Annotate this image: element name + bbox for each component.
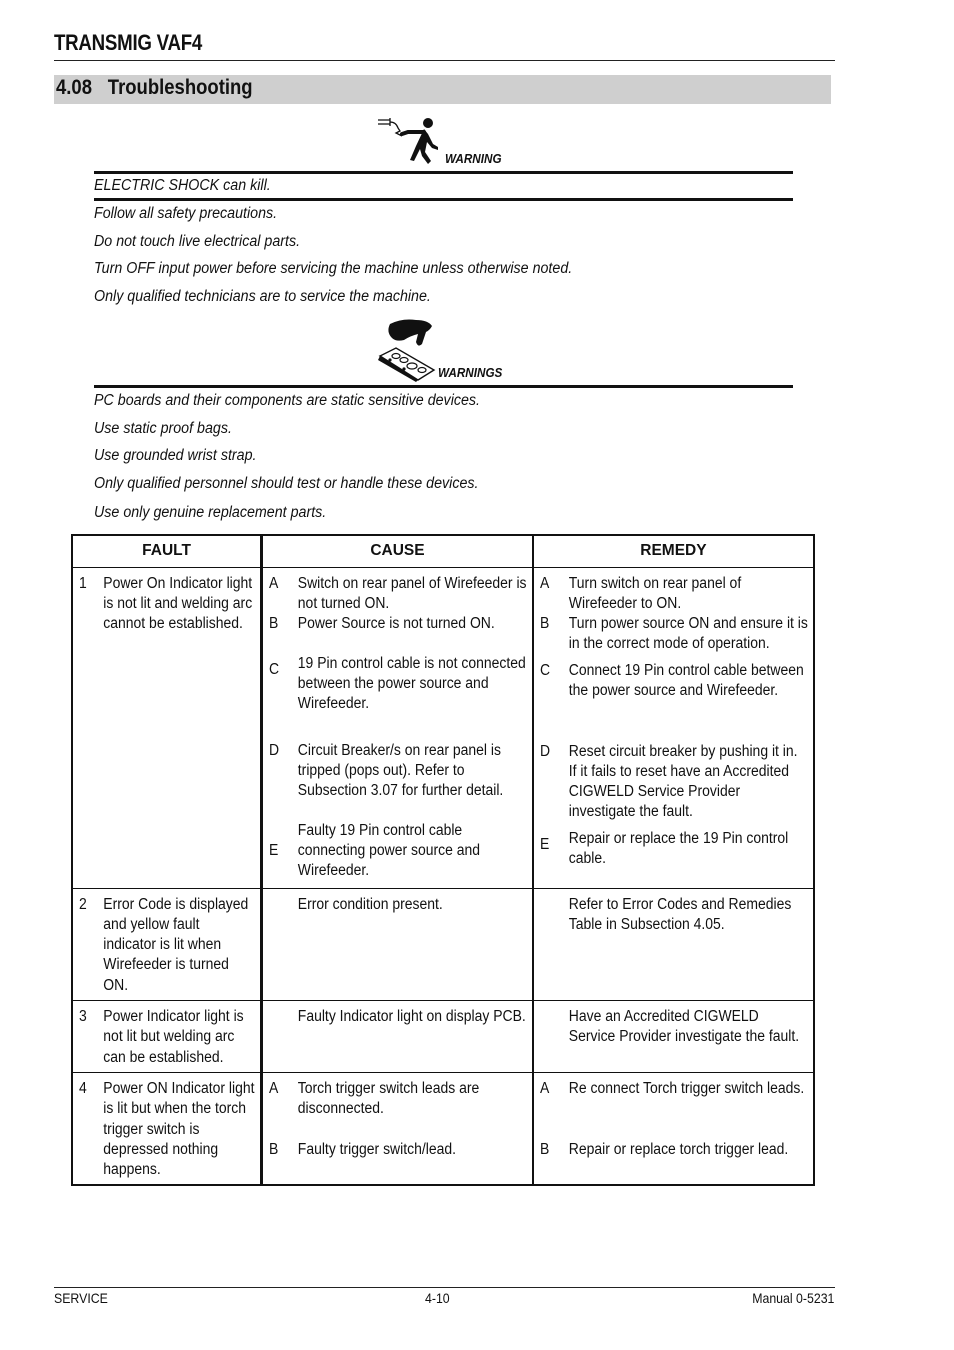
cause-letter <box>269 1007 298 1027</box>
fault-text: Power On Indicator light is not lit and welding arc cannot be established. <box>103 574 253 633</box>
warning-divider-rule <box>94 198 793 201</box>
remedy-cell <box>533 567 814 888</box>
section-heading <box>56 76 253 100</box>
cause-cell <box>262 888 533 1000</box>
warning-line: Follow all safety precautions. <box>94 205 278 222</box>
warning-line: Do not touch live electrical parts. <box>94 233 301 250</box>
warnings-top-rule <box>94 385 793 388</box>
remedy-letter <box>540 1007 569 1048</box>
warning-line: PC boards and their components are static sensitive devices. <box>94 392 481 409</box>
column-header-cause: CAUSE <box>262 535 533 567</box>
warning-line: Use grounded wrist strap. <box>94 447 257 464</box>
column-header-remedy: REMEDY <box>533 535 814 567</box>
remedy-letter: D <box>539 742 550 760</box>
column-header-fault: FAULT <box>72 535 262 567</box>
remedy-cell <box>533 1072 814 1185</box>
remedy-letter: A <box>539 574 550 592</box>
section-number: 4.08 <box>56 76 92 99</box>
fault-number: 1 <box>79 574 87 592</box>
document-title: TRANSMIG VAF4 <box>54 30 203 55</box>
table-header-row <box>72 535 814 567</box>
cause-letter: D <box>269 741 280 759</box>
electric-shock-icon <box>376 114 442 166</box>
remedy-cell <box>533 888 814 1000</box>
remedy-cell <box>533 1000 814 1072</box>
remedy-letter: B <box>539 1140 550 1158</box>
cause-letter: C <box>269 660 280 678</box>
cause-cell <box>262 567 533 888</box>
cause-letter: B <box>269 1140 279 1158</box>
fault-number: 4 <box>79 1079 87 1097</box>
cause-letter: B <box>269 614 279 632</box>
remedy-letter <box>540 895 569 936</box>
cause-text: Circuit Breaker/s on rear panel is tripped (pops out). Refer to Subsection 3.07 for further detail. <box>297 741 504 800</box>
cause-text: Faulty 19 Pin control cable connecting power source and Wirefeeder. <box>297 821 481 880</box>
fault-text: Power ON Indicator light is lit but when the torch trigger switch is depressed nothing happens. <box>103 1079 255 1179</box>
warning-line: Use only genuine replacement parts. <box>94 504 327 521</box>
fault-cell <box>72 1000 262 1072</box>
remedy-text: Turn power source ON and ensure it is in the correct mode of operation. <box>568 614 808 652</box>
cause-letter: A <box>269 1079 279 1097</box>
troubleshooting-table <box>71 534 815 1186</box>
remedy-text: Connect 19 Pin control cable between the power source and Wirefeeder. <box>568 661 804 699</box>
page-number: 4-10 <box>425 1290 450 1306</box>
manual-number: Manual 0-5231 <box>751 1290 834 1306</box>
section-title: Troubleshooting <box>107 76 253 99</box>
fault-text: Error Code is displayed and yellow fault indicator is lit when Wirefeeder is turned ON. <box>103 895 249 994</box>
warning-line: Only qualified personnel should test or handle these devices. <box>94 475 479 492</box>
cause-letter <box>269 895 298 915</box>
remedy-text: Refer to Error Codes and Remedies Table in Subsection 4.05. <box>568 895 792 933</box>
remedy-text: Re connect Torch trigger switch leads. <box>568 1079 805 1097</box>
fault-number: 3 <box>79 1007 87 1025</box>
fault-text: Power Indicator light is not lit but welding arc can be established. <box>103 1007 244 1066</box>
warning-label: WARNING <box>445 151 502 166</box>
remedy-text: Repair or replace the 19 Pin control cable. <box>568 829 789 867</box>
table-row <box>72 1072 814 1185</box>
remedy-letter: C <box>539 661 550 679</box>
warning-line: Only qualified technicians are to service the machine. <box>94 288 431 305</box>
cause-letter: E <box>269 841 279 859</box>
remedy-text: Turn switch on rear panel of Wirefeeder to ON. <box>568 574 742 612</box>
cause-text: 19 Pin control cable is not connected between the power source and Wirefeeder. <box>297 654 526 713</box>
cause-text: Faulty trigger switch/lead. <box>297 1140 457 1158</box>
fault-cell <box>72 567 262 888</box>
warning-line: Use static proof bags. <box>94 420 232 437</box>
cause-text: Torch trigger switch leads are disconnected. <box>297 1079 480 1118</box>
table-row <box>72 888 814 1000</box>
warning-line: ELECTRIC SHOCK can kill. <box>94 177 271 194</box>
remedy-text: Have an Accredited CIGWELD Service Provider investigate the fault. <box>568 1007 799 1046</box>
title-divider <box>54 60 835 61</box>
static-sensitive-hand-icon <box>376 318 436 382</box>
remedy-text: Repair or replace torch trigger lead. <box>568 1140 789 1158</box>
cause-text: Error condition present. <box>297 895 443 913</box>
table-row <box>72 1000 814 1072</box>
warnings-label: WARNINGS <box>438 365 503 380</box>
fault-cell <box>72 1072 262 1185</box>
cause-text: Switch on rear panel of Wirefeeder is not turned ON. <box>297 574 527 612</box>
warning-line: Turn OFF input power before servicing the machine unless otherwise noted. <box>94 260 573 277</box>
remedy-letter: A <box>539 1079 550 1097</box>
cause-text: Faulty Indicator light on display PCB. <box>297 1007 526 1025</box>
fault-number: 2 <box>79 895 87 913</box>
footer-divider <box>54 1287 835 1288</box>
warning-top-rule <box>94 171 793 174</box>
table-row <box>72 567 814 888</box>
cause-cell <box>262 1072 533 1185</box>
remedy-letter: E <box>539 835 550 853</box>
footer-section: SERVICE <box>54 1290 108 1306</box>
fault-cell <box>72 888 262 1000</box>
cause-letter: A <box>269 574 279 592</box>
remedy-text: Reset circuit breaker by pushing it in. If it fails to reset have an Accredited CIGWELD Service Provider investigate the fault. <box>568 742 798 821</box>
cause-cell <box>262 1000 533 1072</box>
cause-text: Power Source is not turned ON. <box>297 614 495 632</box>
remedy-letter: B <box>539 614 550 632</box>
